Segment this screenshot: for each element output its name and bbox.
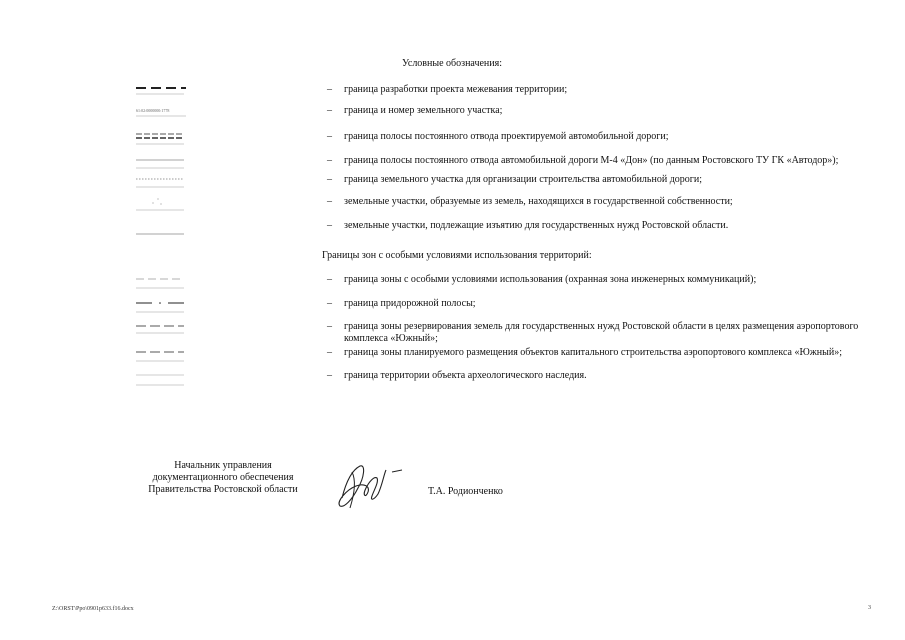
legend-symbol-project-boundary xyxy=(136,84,188,102)
legend-item xyxy=(136,196,776,214)
legend-symbol-m4-allotment xyxy=(136,155,188,173)
legend-item xyxy=(136,220,776,238)
zone-symbol-archaeology xyxy=(136,370,188,388)
legend-symbol-parcel xyxy=(136,105,188,123)
zone-symbol-roadside xyxy=(136,298,188,316)
legend-dash: – xyxy=(327,84,332,95)
legend-dash: – xyxy=(327,174,332,185)
zone-symbol-utilities xyxy=(136,274,188,292)
legend-dash: – xyxy=(327,131,332,142)
zone-item xyxy=(136,274,776,292)
signatory-name: Т.А. Родионченко xyxy=(428,486,503,497)
legend-text: земельные участки, образуемые из земель, находящихся в государственной собственности; xyxy=(344,196,733,207)
handwritten-signature xyxy=(322,458,412,514)
legend-dash: – xyxy=(327,196,332,207)
legend-dash: – xyxy=(327,370,332,381)
legend-symbol-state-land xyxy=(136,196,188,214)
zone-text: граница придорожной полосы; xyxy=(344,298,476,309)
legend-text: граница разработки проекта межевания территории; xyxy=(344,84,568,95)
legend-dash: – xyxy=(327,347,332,358)
signatory-line-2: документационного обеспечения xyxy=(152,472,294,483)
legend-dash: – xyxy=(327,274,332,285)
legend-symbol-seized-land xyxy=(136,220,188,238)
legend-item xyxy=(136,174,776,192)
legend-dash: – xyxy=(327,105,332,116)
legend-text: граница полосы постоянного отвода проектируемой автомобильной дороги; xyxy=(344,131,669,142)
zone-item xyxy=(136,370,776,388)
zone-symbol-reservation xyxy=(136,321,188,339)
zone-text: граница зоны с особыми условиями использования (охранная зона инженерных коммуникаций); xyxy=(344,274,757,285)
legend-item xyxy=(136,84,776,102)
legend-item xyxy=(136,105,776,123)
zone-item xyxy=(136,298,776,316)
zone-symbol-airport-construction xyxy=(136,347,188,365)
zone-text: граница зоны планируемого размещения объектов капитального строительства аэропортового комплекса «Южный»; xyxy=(344,347,842,358)
zone-item xyxy=(136,347,842,365)
zone-text: граница зоны резервирования земель для государственных нужд Ростовской области в целях размещения аэропортового комплекса «Южный»; xyxy=(344,321,859,344)
legend-dash: – xyxy=(327,321,332,332)
legend-symbol-construction-parcel xyxy=(136,174,188,192)
legend-text: земельные участки, подлежащие изъятию для государственных нужд Ростовской области. xyxy=(344,220,729,231)
signatory-position xyxy=(138,460,308,496)
signatory-line-3: Правительства Ростовской области xyxy=(148,484,298,495)
file-path: Z:\ORST\Ppo\0901p633.f16.docx xyxy=(52,606,134,612)
legend-item xyxy=(136,155,839,173)
signatory-line-1: Начальник управления xyxy=(174,460,272,471)
zone-item xyxy=(136,321,859,345)
zones-title: Границы зон с особыми условиями использования территорий: xyxy=(322,250,592,261)
legend-symbol-road-allotment xyxy=(136,131,188,149)
page-number: 3 xyxy=(868,605,871,611)
legend-dash: – xyxy=(327,298,332,309)
legend-dash: – xyxy=(327,220,332,231)
legend-text: граница земельного участка для организации строительства автомобильной дороги; xyxy=(344,174,703,185)
zone-text: граница территории объекта археологического наследия. xyxy=(344,370,587,381)
legend-dash: – xyxy=(327,155,332,166)
legend-text: граница и номер земельного участка; xyxy=(344,105,503,116)
legend-title: Условные обозначения: xyxy=(402,58,503,69)
parcel-number-text: 61:02:0000000:1778 xyxy=(136,108,170,113)
legend-item xyxy=(136,131,776,149)
legend-text: граница полосы постоянного отвода автомобильной дороги М-4 «Дон» (по данным Ростовского ТУ ГК «Автодор»); xyxy=(344,155,839,166)
